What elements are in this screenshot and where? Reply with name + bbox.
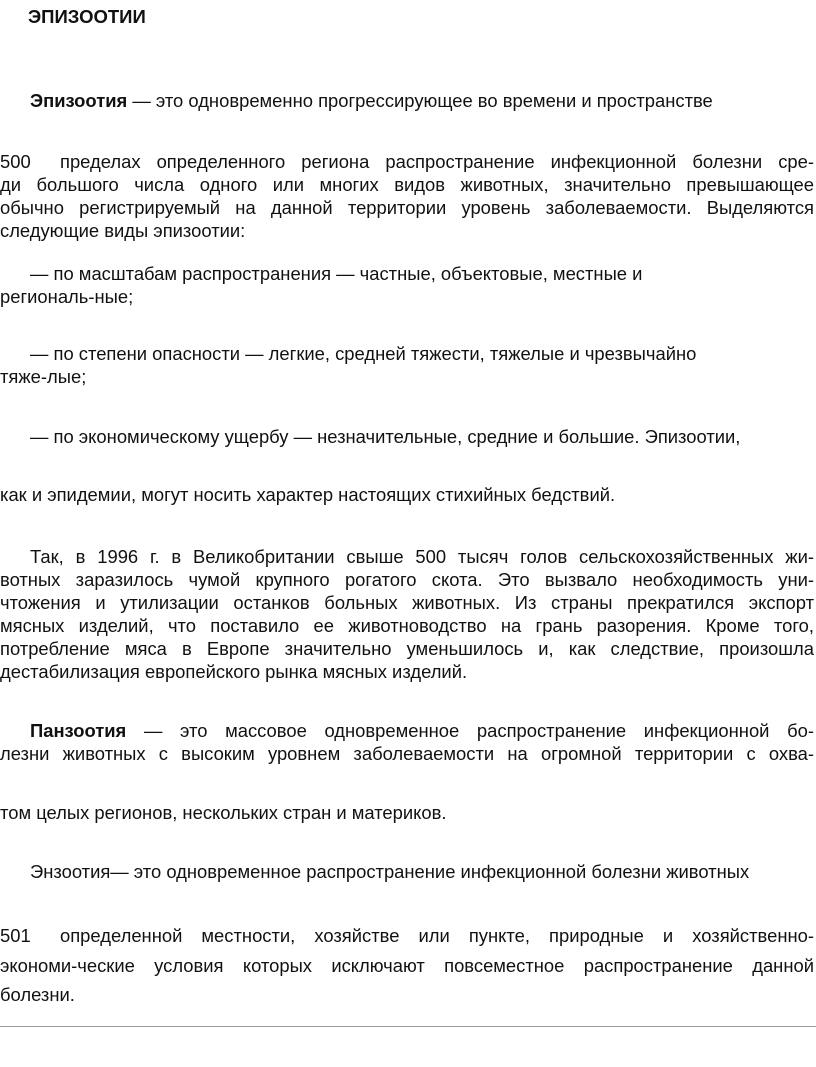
text-span: — это массовое одновременное распространение инфекционной бо- bbox=[126, 720, 814, 741]
text-line: чтожения и утилизации останков больных животных. Из страны прекратился экспорт bbox=[0, 592, 814, 613]
text-line: болезни. bbox=[0, 984, 75, 1005]
page-title: ЭПИЗООТИИ bbox=[28, 6, 146, 27]
text-line: — это одновременно прогрессирующее во времени и пространстве bbox=[127, 90, 713, 111]
term-epizootia: Эпизоотия bbox=[30, 90, 128, 111]
footer-divider bbox=[0, 1026, 816, 1027]
list-item: — по экономическому ущербу — незначительные, средние и большие. Эпизоотии, bbox=[30, 426, 741, 447]
text-line: лезни животных с высоким уровнем заболеваемости на огромной территории с охва- bbox=[0, 743, 814, 764]
text-line: Энзоотия— это одновременное распространение инфекционной болезни животных bbox=[30, 861, 750, 882]
page-number: 501 bbox=[0, 925, 31, 946]
paragraph-epizootia-intro bbox=[30, 89, 713, 112]
text-span: пределах определенного региона распространение инфекционной болезни сре- bbox=[60, 151, 814, 172]
text-line: потребление мяса в Европе значительно уменьшилось и, как следствие, произошла bbox=[0, 638, 814, 659]
text-line: Так, в 1996 г. в Великобритании свыше 500 тысяч голов сельскохозяйственных жи- bbox=[30, 546, 814, 567]
text-line bbox=[0, 150, 814, 173]
text-line: дестабилизация европейского рынка мясных изделий. bbox=[0, 661, 468, 682]
page-number: 500 bbox=[0, 151, 31, 172]
text-line bbox=[0, 924, 814, 947]
list-item-continuation: тяже-лые; bbox=[0, 366, 87, 387]
text-line: следующие виды эпизоотии: bbox=[0, 220, 246, 241]
text-line: экономи-ческие условия которых исключают повсеместное распространение данной bbox=[0, 955, 814, 976]
text-span: определенной местности, хозяйстве или пункте, природные и хозяйственно- bbox=[60, 925, 814, 946]
list-item: — по степени опасности — легкие, средней тяжести, тяжелые и чрезвычайно bbox=[30, 343, 697, 364]
text-line: обычно регистрируемый на данной территории уровень заболеваемости. Выделяются bbox=[0, 197, 814, 218]
term-panzootia: Панзоотия bbox=[30, 720, 127, 741]
paragraph-panzootia-intro bbox=[30, 719, 814, 742]
text-line: вотных заразилось чумой крупного рогатого скота. Это вызвало необходимость уни- bbox=[0, 569, 814, 590]
list-item: — по масштабам распространения — частные, объектовые, местные и bbox=[30, 263, 643, 284]
text-line: мясных изделий, что поставило ее животноводство на грань разорения. Кроме того, bbox=[0, 615, 814, 636]
text-line: ди большого числа одного или многих видов животных, значительно превышающее bbox=[0, 174, 814, 195]
list-item-continuation: региональ-ные; bbox=[0, 286, 134, 307]
text-line: как и эпидемии, могут носить характер настоящих стихийных бедствий. bbox=[0, 484, 616, 505]
text-line: том целых регионов, нескольких стран и материков. bbox=[0, 802, 447, 823]
